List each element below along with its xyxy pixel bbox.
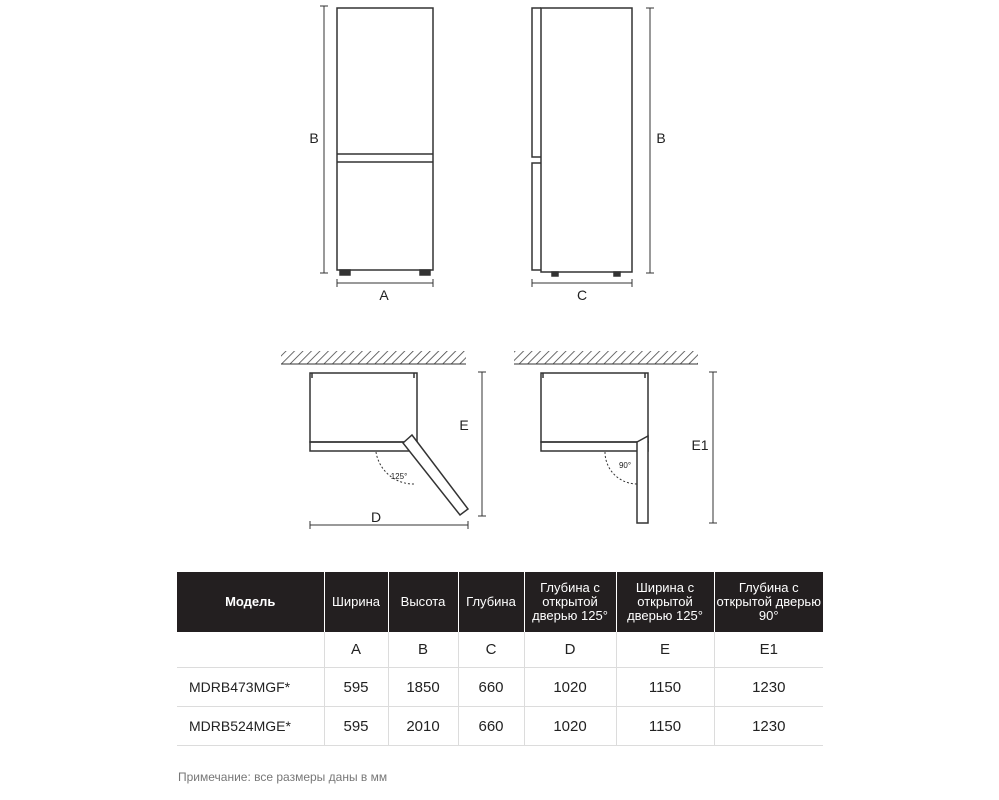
footnote: Примечание: все размеры даны в мм xyxy=(178,770,388,784)
front-foot-left xyxy=(340,270,350,275)
header-depth-open-125: Глубина с открытой дверью 125° xyxy=(524,572,616,632)
front-body xyxy=(337,8,433,270)
table-cell: C xyxy=(458,632,524,668)
side-depth-label: C xyxy=(576,287,588,303)
table-cell: 1150 xyxy=(616,707,714,746)
table-cell: A xyxy=(324,632,388,668)
header-model: Модель xyxy=(177,572,324,632)
top-view-90 xyxy=(514,351,717,523)
model-cell: MDRB524MGE* xyxy=(177,707,324,746)
table-cell: 595 xyxy=(324,668,388,707)
wall-hatch-left xyxy=(281,351,466,364)
top-body-left xyxy=(310,373,417,442)
table-letter-row xyxy=(177,632,823,668)
side-body xyxy=(541,8,632,272)
header-height: Высота xyxy=(388,572,458,632)
table-row xyxy=(177,707,823,746)
table-cell: 1020 xyxy=(524,668,616,707)
model-cell: MDRB473MGF* xyxy=(177,668,324,707)
header-depth: Глубина xyxy=(458,572,524,632)
table-row xyxy=(177,668,823,707)
side-view xyxy=(532,8,654,287)
header-width: Ширина xyxy=(324,572,388,632)
open-door-125 xyxy=(403,435,468,515)
top-view-125 xyxy=(281,351,486,529)
front-foot-right xyxy=(420,270,430,275)
front-height-label: B xyxy=(309,130,319,146)
top-body-right xyxy=(541,373,648,442)
top-right-depth-label: E1 xyxy=(691,437,709,453)
open-door-90 xyxy=(637,436,648,523)
table-cell: E1 xyxy=(714,632,823,668)
table-cell: 1020 xyxy=(524,707,616,746)
side-door-bottom xyxy=(532,163,541,270)
header-width-open-125: Ширина с открытой дверью 125° xyxy=(616,572,714,632)
side-door-top xyxy=(532,8,541,157)
front-width-label: A xyxy=(379,287,389,303)
table-header-row xyxy=(177,572,823,632)
table-cell: 1150 xyxy=(616,668,714,707)
table-cell: 660 xyxy=(458,668,524,707)
top-left-angle-label: 125° xyxy=(390,472,408,481)
dimensions-table xyxy=(177,572,823,746)
table-cell: B xyxy=(388,632,458,668)
top-left-depth-label: E xyxy=(459,417,469,433)
front-view xyxy=(320,6,433,287)
table-cell: 595 xyxy=(324,707,388,746)
table-cell: 2010 xyxy=(388,707,458,746)
table-cell: 1230 xyxy=(714,668,823,707)
header-depth-open-90: Глубина с открытой дверью 90° xyxy=(714,572,823,632)
wall-hatch-right xyxy=(514,351,698,364)
top-left-width-label: D xyxy=(370,509,382,525)
table-cell: 660 xyxy=(458,707,524,746)
table-cell: 1230 xyxy=(714,707,823,746)
table-cell: D xyxy=(524,632,616,668)
table-cell: 1850 xyxy=(388,668,458,707)
table-cell xyxy=(177,632,324,668)
table-cell: E xyxy=(616,632,714,668)
side-height-label: B xyxy=(656,130,666,146)
top-right-angle-label: 90° xyxy=(618,461,632,470)
